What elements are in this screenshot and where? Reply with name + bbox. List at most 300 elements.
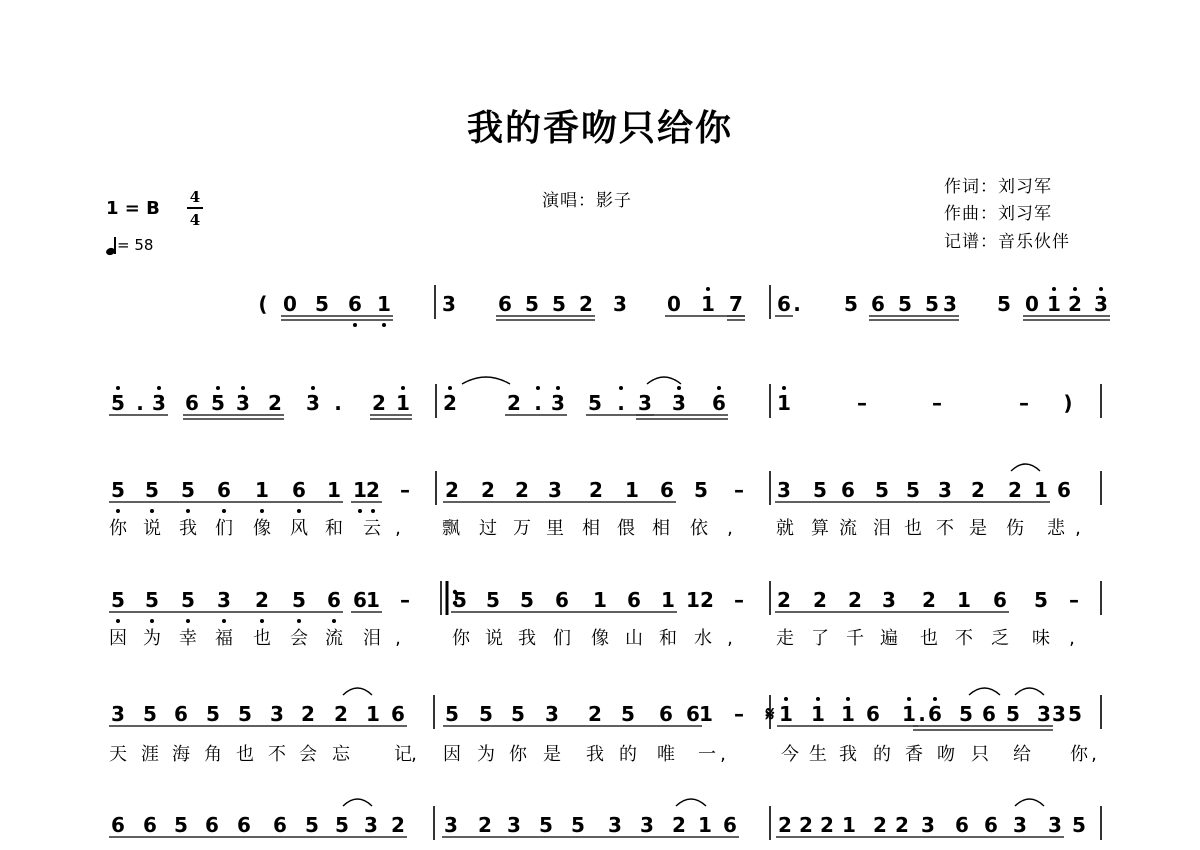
note: . bbox=[918, 702, 926, 726]
note: 2 bbox=[515, 478, 529, 502]
note: 5 bbox=[238, 702, 252, 726]
note: 1 bbox=[779, 702, 793, 726]
lyric-char: 一 bbox=[698, 744, 716, 765]
lyric-char: 今 bbox=[781, 744, 799, 765]
note: 3 bbox=[672, 391, 686, 415]
note: 3 bbox=[1037, 702, 1051, 726]
note: 2 bbox=[391, 813, 405, 837]
note: 3 bbox=[236, 391, 250, 415]
lyric-char: 味 bbox=[1032, 628, 1050, 649]
note: 1 bbox=[842, 813, 856, 837]
lyric-char: 山 bbox=[625, 628, 643, 649]
time-signature-top: 4 bbox=[189, 188, 201, 206]
lyric-char: 是 bbox=[969, 518, 987, 539]
lyric-char: 你 bbox=[1070, 744, 1088, 765]
note: – bbox=[400, 588, 410, 612]
note: 5 bbox=[1034, 588, 1048, 612]
lyric-char: 只 bbox=[971, 744, 989, 765]
lyric-char: 福 bbox=[215, 628, 233, 649]
note: 2 bbox=[922, 588, 936, 612]
note: 5 bbox=[479, 702, 493, 726]
note: 5 bbox=[453, 588, 467, 612]
note: 3 bbox=[111, 702, 125, 726]
note: 5 bbox=[906, 478, 920, 502]
note: 5 bbox=[335, 813, 349, 837]
note: 5 bbox=[111, 588, 125, 612]
note: 1 bbox=[625, 478, 639, 502]
lyric-char: 记 bbox=[394, 744, 412, 765]
octave-dot-below bbox=[150, 509, 154, 513]
note: . bbox=[617, 391, 625, 415]
octave-dot-below bbox=[260, 619, 264, 623]
note: . bbox=[534, 391, 542, 415]
lyric-char: 因 bbox=[109, 628, 127, 649]
time-signature-bottom: 4 bbox=[189, 211, 201, 229]
octave-dot-above bbox=[536, 386, 540, 390]
lyric-char: 你 bbox=[509, 744, 527, 765]
note: 2 bbox=[334, 702, 348, 726]
note: 1 bbox=[957, 588, 971, 612]
note: 5 bbox=[111, 478, 125, 502]
lyric-char: , bbox=[1069, 628, 1075, 649]
note: 3 bbox=[943, 292, 957, 316]
lyric-char: 我 bbox=[518, 628, 536, 649]
lyric-char: 为 bbox=[477, 744, 495, 765]
note: 3 bbox=[1094, 292, 1108, 316]
note: 3 bbox=[1052, 702, 1066, 726]
note: 2 bbox=[777, 588, 791, 612]
note: 1 bbox=[902, 702, 916, 726]
note: 5 bbox=[445, 702, 459, 726]
note: 3 bbox=[442, 292, 456, 316]
slur bbox=[343, 688, 372, 695]
note: 1 bbox=[255, 478, 269, 502]
octave-dot-below bbox=[116, 509, 120, 513]
composer-credit: 作曲：刘习军 bbox=[944, 204, 1052, 224]
octave-dot-above bbox=[717, 386, 721, 390]
note: 3 bbox=[638, 391, 652, 415]
octave-dot-below bbox=[371, 509, 375, 513]
note: 6 bbox=[723, 813, 737, 837]
note: . bbox=[793, 292, 801, 316]
slur bbox=[1011, 464, 1040, 471]
lyric-char: 万 bbox=[513, 518, 531, 539]
note: 5 bbox=[520, 588, 534, 612]
note: 3 bbox=[938, 478, 952, 502]
note: – bbox=[400, 478, 410, 502]
lyric-char: 偎 bbox=[617, 518, 635, 539]
octave-dot-above bbox=[907, 697, 911, 701]
note: 6 bbox=[660, 478, 674, 502]
note: 3 bbox=[1013, 813, 1027, 837]
note: 1 bbox=[699, 702, 713, 726]
lyric-char: 水 bbox=[694, 628, 712, 649]
note: 1 bbox=[686, 588, 700, 612]
note: 5 bbox=[315, 292, 329, 316]
lyric-char: 涯 bbox=[141, 744, 159, 765]
note: 6 bbox=[111, 813, 125, 837]
lyric-char: 乏 bbox=[991, 628, 1009, 649]
lyric-char: 不 bbox=[936, 518, 954, 539]
note: 5 bbox=[997, 292, 1011, 316]
octave-dot-below bbox=[332, 619, 336, 623]
note: 0 bbox=[283, 292, 297, 316]
lyric-char: 的 bbox=[619, 744, 637, 765]
lyric-char: 了 bbox=[811, 628, 829, 649]
lyricist-credit: 作词：刘习军 bbox=[944, 177, 1052, 197]
lyric-char: 风 bbox=[290, 518, 308, 539]
octave-dot-above bbox=[116, 386, 120, 390]
note: 1 bbox=[593, 588, 607, 612]
note: 𝄋 bbox=[765, 702, 775, 726]
lyric-char: , bbox=[1075, 518, 1081, 539]
note: 2 bbox=[478, 813, 492, 837]
lyric-char: 唯 bbox=[657, 744, 675, 765]
note: 6 bbox=[273, 813, 287, 837]
note: 2 bbox=[507, 391, 521, 415]
octave-dot-above bbox=[846, 697, 850, 701]
lyric-char: 们 bbox=[215, 518, 233, 539]
lyric-char: 会 bbox=[290, 628, 308, 649]
note: 2 bbox=[255, 588, 269, 612]
note: 2 bbox=[588, 702, 602, 726]
lyric-char: 也 bbox=[253, 628, 271, 649]
note: 3 bbox=[152, 391, 166, 415]
octave-dot-below bbox=[297, 509, 301, 513]
lyric-char: , bbox=[720, 744, 726, 765]
lyric-char: 流 bbox=[839, 518, 857, 539]
lyric-char: 过 bbox=[479, 518, 497, 539]
lyric-char: 流 bbox=[325, 628, 343, 649]
octave-dot-above bbox=[816, 697, 820, 701]
octave-dot-below bbox=[116, 619, 120, 623]
lyric-char: 千 bbox=[846, 628, 864, 649]
note: – bbox=[932, 391, 942, 415]
note: 1 bbox=[841, 702, 855, 726]
octave-dot-below bbox=[260, 509, 264, 513]
note: 3 bbox=[777, 478, 791, 502]
lyric-char: 说 bbox=[143, 518, 161, 539]
note: 0 bbox=[1025, 292, 1039, 316]
note: 6 bbox=[1057, 478, 1071, 502]
note: – bbox=[734, 588, 744, 612]
note: 6 bbox=[928, 702, 942, 726]
lyric-char: 云 bbox=[363, 518, 381, 539]
lyric-char: 泪 bbox=[363, 628, 381, 649]
note: 3 bbox=[270, 702, 284, 726]
note: 6 bbox=[348, 292, 362, 316]
octave-dot-above bbox=[706, 287, 710, 291]
note: 6 bbox=[498, 292, 512, 316]
lyric-char: 也 bbox=[904, 518, 922, 539]
note: 6 bbox=[174, 702, 188, 726]
note: ) bbox=[1063, 391, 1073, 415]
lyric-char: 泪 bbox=[873, 518, 891, 539]
lyric-char: 像 bbox=[253, 518, 271, 539]
octave-dot-above bbox=[933, 697, 937, 701]
lyric-char: 你 bbox=[452, 628, 470, 649]
lyric-char: 幸 bbox=[179, 628, 197, 649]
lyric-char: 走 bbox=[776, 628, 794, 649]
note: 2 bbox=[1068, 292, 1082, 316]
note: 5 bbox=[292, 588, 306, 612]
note: 2 bbox=[579, 292, 593, 316]
note: ( bbox=[258, 292, 268, 316]
note: 5 bbox=[111, 391, 125, 415]
lyric-char: 也 bbox=[920, 628, 938, 649]
note: 5 bbox=[813, 478, 827, 502]
lyric-char: , bbox=[395, 628, 401, 649]
octave-dot-below bbox=[186, 619, 190, 623]
octave-dot-below bbox=[353, 323, 357, 327]
lyric-char: 就 bbox=[776, 518, 794, 539]
slur bbox=[462, 377, 510, 384]
lyric-char: 相 bbox=[582, 518, 600, 539]
note: 3 bbox=[882, 588, 896, 612]
note: 6 bbox=[659, 702, 673, 726]
lyric-char: 香 bbox=[905, 744, 923, 765]
note: 3 bbox=[507, 813, 521, 837]
note: 5 bbox=[525, 292, 539, 316]
note: 5 bbox=[875, 478, 889, 502]
note: 5 bbox=[305, 813, 319, 837]
note: 6 bbox=[205, 813, 219, 837]
note: 1 bbox=[1047, 292, 1061, 316]
lyric-char: 我 bbox=[586, 744, 604, 765]
octave-dot-above bbox=[1073, 287, 1077, 291]
note: 5 bbox=[181, 588, 195, 612]
note: 6 bbox=[185, 391, 199, 415]
note: 3 bbox=[444, 813, 458, 837]
note: 2 bbox=[481, 478, 495, 502]
lyric-char: , bbox=[727, 518, 733, 539]
octave-dot-below bbox=[297, 619, 301, 623]
note: 3 bbox=[1048, 813, 1062, 837]
lyric-char: 里 bbox=[546, 518, 564, 539]
note: 6 bbox=[982, 702, 996, 726]
note: 6 bbox=[871, 292, 885, 316]
octave-dot-above bbox=[1052, 287, 1056, 291]
lyric-char: 你 bbox=[109, 518, 127, 539]
note: 1 bbox=[701, 292, 715, 316]
octave-dot-above bbox=[401, 386, 405, 390]
note: 2 bbox=[873, 813, 887, 837]
lyric-char: 悲 bbox=[1047, 518, 1065, 539]
note: 6 bbox=[984, 813, 998, 837]
note: 7 bbox=[729, 292, 743, 316]
note: 1 bbox=[377, 292, 391, 316]
key-signature: 1 = B bbox=[106, 198, 160, 219]
note: 6 bbox=[686, 702, 700, 726]
note: 2 bbox=[589, 478, 603, 502]
note: 6 bbox=[292, 478, 306, 502]
octave-dot-above bbox=[157, 386, 161, 390]
note: 2 bbox=[1008, 478, 1022, 502]
lyric-char: 会 bbox=[299, 744, 317, 765]
note: 3 bbox=[613, 292, 627, 316]
lyric-char: 忘 bbox=[332, 744, 350, 765]
octave-dot-above bbox=[556, 386, 560, 390]
note: 3 bbox=[217, 588, 231, 612]
note: 1 bbox=[353, 478, 367, 502]
lyric-char: 遍 bbox=[880, 628, 898, 649]
note: 2 bbox=[445, 478, 459, 502]
tempo-value: = 58 bbox=[117, 236, 154, 254]
slur bbox=[1015, 688, 1044, 695]
note: 1 bbox=[661, 588, 675, 612]
lyric-char: 和 bbox=[659, 628, 677, 649]
note: 2 bbox=[813, 588, 827, 612]
note: 2 bbox=[301, 702, 315, 726]
note: – bbox=[1069, 588, 1079, 612]
lyric-char: 也 bbox=[236, 744, 254, 765]
note: 6 bbox=[143, 813, 157, 837]
note: 5 bbox=[1068, 702, 1082, 726]
octave-dot-above bbox=[677, 386, 681, 390]
octave-dot-below bbox=[150, 619, 154, 623]
lyric-char: 说 bbox=[485, 628, 503, 649]
octave-dot-above bbox=[448, 386, 452, 390]
lyric-char: 天 bbox=[109, 744, 127, 765]
note: 3 bbox=[545, 702, 559, 726]
octave-dot-above bbox=[784, 697, 788, 701]
note: 1 bbox=[811, 702, 825, 726]
octave-dot-below bbox=[222, 509, 226, 513]
note: 3 bbox=[608, 813, 622, 837]
note: 5 bbox=[621, 702, 635, 726]
lyric-char: 因 bbox=[443, 744, 461, 765]
note: 6 bbox=[327, 588, 341, 612]
note: 3 bbox=[548, 478, 562, 502]
note: 6 bbox=[627, 588, 641, 612]
note: 1 bbox=[777, 391, 791, 415]
note: 2 bbox=[971, 478, 985, 502]
note: 5 bbox=[145, 588, 159, 612]
singer-credit: 演唱：影子 bbox=[542, 191, 632, 211]
note: 5 bbox=[181, 478, 195, 502]
note: 2 bbox=[848, 588, 862, 612]
note: – bbox=[1019, 391, 1029, 415]
note: 1 bbox=[327, 478, 341, 502]
slur bbox=[969, 688, 1000, 695]
note: – bbox=[857, 391, 867, 415]
lyric-char: , bbox=[727, 628, 733, 649]
transcriber-credit: 记谱：音乐伙伴 bbox=[944, 232, 1070, 252]
note: 6 bbox=[866, 702, 880, 726]
lyric-char: 们 bbox=[553, 628, 571, 649]
lyric-char: 海 bbox=[172, 744, 190, 765]
note: 6 bbox=[777, 292, 791, 316]
lyric-char: 为 bbox=[143, 628, 161, 649]
note: 5 bbox=[1072, 813, 1086, 837]
note: 1 bbox=[698, 813, 712, 837]
note: – bbox=[734, 478, 744, 502]
lyric-char: 飘 bbox=[442, 518, 460, 539]
note: 5 bbox=[539, 813, 553, 837]
note: 5 bbox=[959, 702, 973, 726]
note: 5 bbox=[143, 702, 157, 726]
note: 1 bbox=[366, 588, 380, 612]
lyric-char: 的 bbox=[873, 744, 891, 765]
lyric-char: 不 bbox=[268, 744, 286, 765]
octave-dot-below bbox=[186, 509, 190, 513]
lyric-char: 依 bbox=[690, 518, 708, 539]
note: 5 bbox=[211, 391, 225, 415]
note: 5 bbox=[898, 292, 912, 316]
note: 1 bbox=[396, 391, 410, 415]
note: 5 bbox=[206, 702, 220, 726]
lyric-char: , bbox=[1091, 744, 1097, 765]
octave-dot-below bbox=[358, 509, 362, 513]
note: 3 bbox=[364, 813, 378, 837]
note: 6 bbox=[712, 391, 726, 415]
lyric-char: 吻 bbox=[937, 744, 955, 765]
lyric-char: 相 bbox=[652, 518, 670, 539]
note: 5 bbox=[174, 813, 188, 837]
slur bbox=[647, 377, 681, 384]
note: 6 bbox=[353, 588, 367, 612]
note: 2 bbox=[672, 813, 686, 837]
note: 1 bbox=[1034, 478, 1048, 502]
note: 5 bbox=[694, 478, 708, 502]
note: 3 bbox=[921, 813, 935, 837]
note: 2 bbox=[778, 813, 792, 837]
octave-dot-below bbox=[382, 323, 386, 327]
lyric-char: 和 bbox=[325, 518, 343, 539]
note: 0 bbox=[667, 292, 681, 316]
lyric-char: 算 bbox=[811, 518, 829, 539]
slur bbox=[343, 799, 372, 806]
note: 6 bbox=[391, 702, 405, 726]
note: – bbox=[734, 702, 744, 726]
note: 6 bbox=[555, 588, 569, 612]
slur bbox=[1015, 799, 1044, 806]
lyric-char: , bbox=[411, 744, 417, 765]
note: 3 bbox=[640, 813, 654, 837]
note: 2 bbox=[268, 391, 282, 415]
note: 5 bbox=[571, 813, 585, 837]
note: 3 bbox=[551, 391, 565, 415]
octave-dot-above bbox=[782, 386, 786, 390]
note: 2 bbox=[366, 478, 380, 502]
octave-dot-above bbox=[241, 386, 245, 390]
note: 5 bbox=[511, 702, 525, 726]
octave-dot-above bbox=[216, 386, 220, 390]
lyric-char: 伤 bbox=[1006, 518, 1024, 539]
note: 6 bbox=[237, 813, 251, 837]
note: 6 bbox=[217, 478, 231, 502]
lyric-char: 给 bbox=[1013, 744, 1031, 765]
note: 2 bbox=[820, 813, 834, 837]
note: 1 bbox=[366, 702, 380, 726]
lyric-char: 我 bbox=[839, 744, 857, 765]
note: 2 bbox=[372, 391, 386, 415]
note: 2 bbox=[799, 813, 813, 837]
lyric-char: 角 bbox=[204, 744, 222, 765]
slur bbox=[676, 799, 706, 806]
note: 3 bbox=[306, 391, 320, 415]
note: 6 bbox=[993, 588, 1007, 612]
song-title: 我的香吻只给你 bbox=[466, 107, 733, 149]
octave-dot-above bbox=[311, 386, 315, 390]
note: 5 bbox=[552, 292, 566, 316]
note: 5 bbox=[925, 292, 939, 316]
note: 5 bbox=[145, 478, 159, 502]
lyric-char: 我 bbox=[179, 518, 197, 539]
note: 2 bbox=[443, 391, 457, 415]
octave-dot-above bbox=[619, 386, 623, 390]
note: 5 bbox=[1006, 702, 1020, 726]
